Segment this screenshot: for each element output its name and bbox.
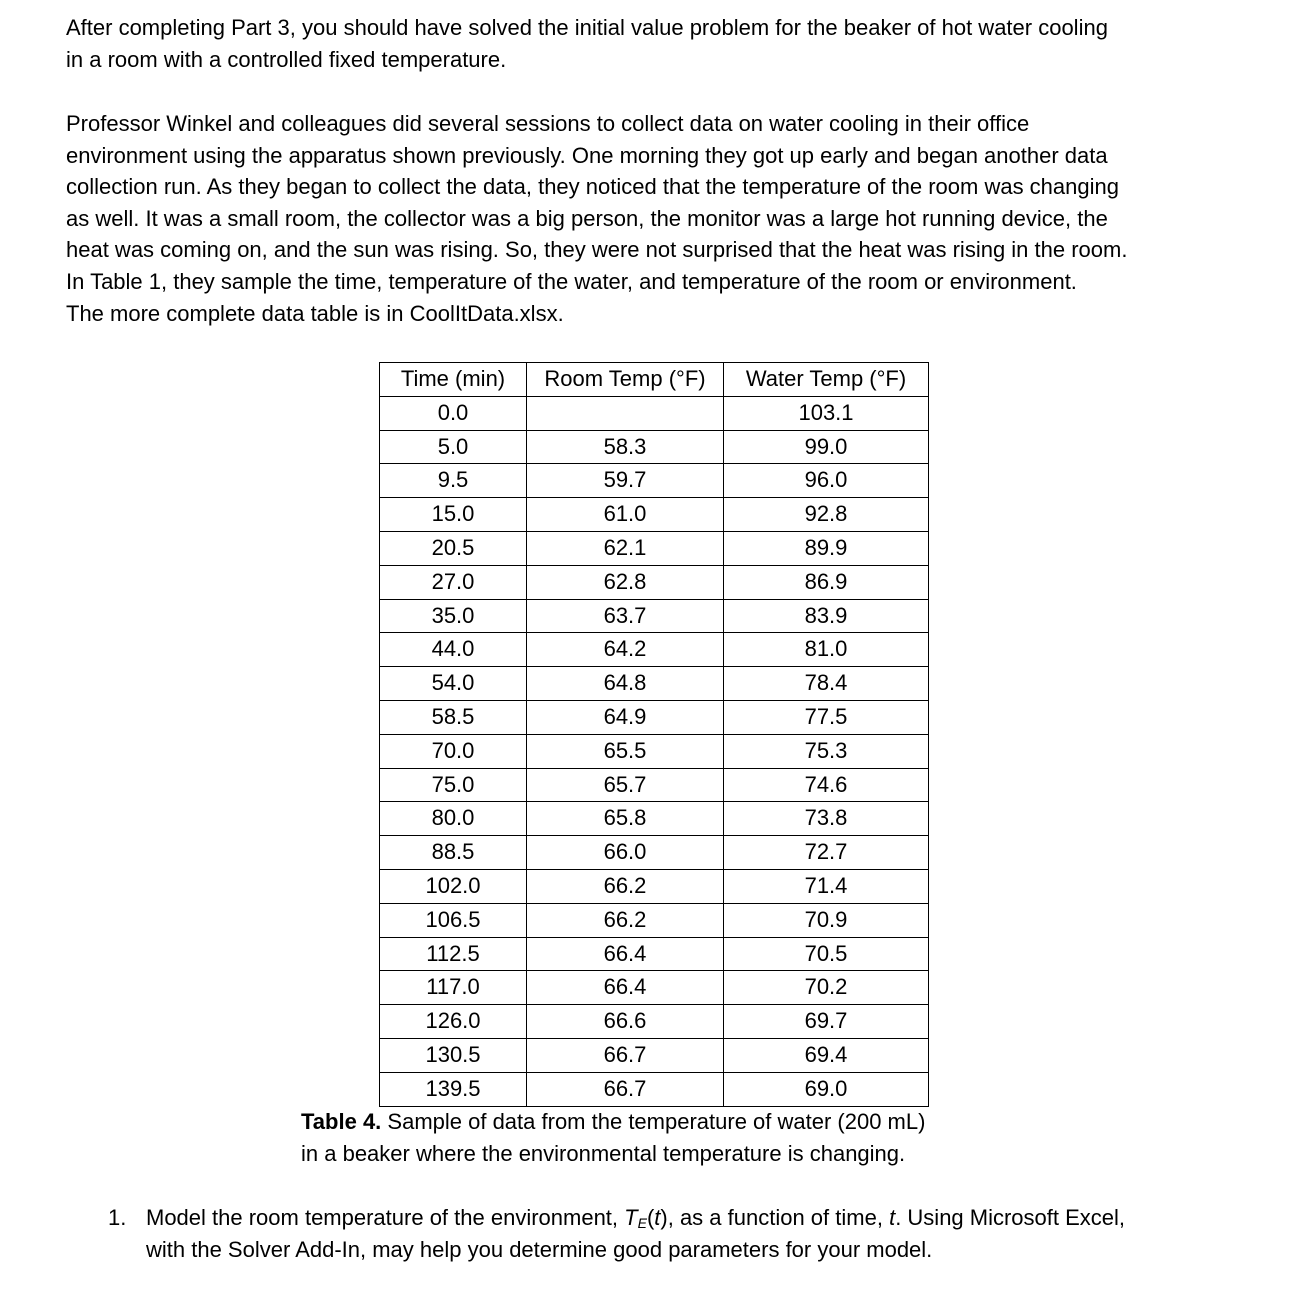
cell-room-temp: 64.8 [527,667,724,701]
table-row [380,396,929,430]
header-time: Time (min) [380,363,527,397]
cell-time: 80.0 [380,802,527,836]
cell-time: 9.5 [380,464,527,498]
cell-water-temp: 70.9 [724,903,929,937]
intro-line: in a room with a controlled fixed temperature. [66,46,507,72]
description-line: Professor Winkel and colleagues did several sessions to collect data on water cooling in their office [66,111,1030,136]
cell-room-temp: 64.9 [527,700,724,734]
table-row [380,498,929,532]
table-header-row [380,363,929,397]
question-line-2: with the Solver Add-In, may help you determine good parameters for your model. [146,1236,933,1262]
table-row [380,430,929,464]
table-row [380,667,929,701]
table-caption [301,1106,925,1169]
cell-water-temp: 96.0 [724,464,929,498]
cell-water-temp: 103.1 [724,396,929,430]
cell-time: 54.0 [380,667,527,701]
table-row [380,700,929,734]
cell-water-temp: 83.9 [724,599,929,633]
description-line: The more complete data table is in CoolItData.xlsx. [66,300,564,326]
table-row [380,565,929,599]
cell-time: 126.0 [380,1005,527,1039]
cell-time: 75.0 [380,768,527,802]
caption-text-1: Sample of data from the temperature of water (200 mL) [381,1109,926,1134]
cell-room-temp: 66.4 [527,937,724,971]
cell-water-temp: 81.0 [724,633,929,667]
cell-time: 130.5 [380,1038,527,1072]
cell-time: 15.0 [380,498,527,532]
cell-time: 5.0 [380,430,527,464]
cell-water-temp: 92.8 [724,498,929,532]
header-room-temp: Room Temp (°F) [527,363,724,397]
cell-room-temp: 58.3 [527,430,724,464]
cell-room-temp: 62.8 [527,565,724,599]
cell-time: 112.5 [380,937,527,971]
intro-paragraph [66,12,1266,75]
question-line-1: Model the room temperature of the environment, $T_E(t)$, as a function of time, t. Using Microsoft Excel, [146,1205,1126,1231]
caption-label: Table 4. [301,1109,382,1134]
cell-time: 20.5 [380,531,527,565]
cell-room-temp: 64.2 [527,633,724,667]
table-row [380,768,929,802]
table-row [380,903,929,937]
table-row [380,836,929,870]
description-line: as well. It was a small room, the collector was a big person, the monitor was a large hot running device, the [66,205,1108,231]
table-row [380,1072,929,1106]
table-row [380,802,929,836]
cell-room-temp: 59.7 [527,464,724,498]
cell-room-temp: 65.5 [527,734,724,768]
intro-line: After completing Part 3, you should have solved the initial value problem for the beaker of hot water cooling [66,15,1108,40]
table-row [380,1005,929,1039]
table-row [380,937,929,971]
cell-time: 139.5 [380,1072,527,1106]
cell-room-temp: 65.7 [527,768,724,802]
cell-room-temp: 66.0 [527,836,724,870]
cell-water-temp: 73.8 [724,802,929,836]
cell-time: 58.5 [380,700,527,734]
cell-time: 27.0 [380,565,527,599]
table-row [380,633,929,667]
cell-room-temp: 66.6 [527,1005,724,1039]
cell-room-temp: 66.4 [527,971,724,1005]
cell-water-temp: 75.3 [724,734,929,768]
cell-time: 35.0 [380,599,527,633]
cell-room-temp: 61.0 [527,498,724,532]
caption-line-1 [301,1106,925,1138]
cell-water-temp: 70.2 [724,971,929,1005]
table-row [380,734,929,768]
cell-room-temp: 63.7 [527,599,724,633]
description-line: In Table 1, they sample the time, temperature of the water, and temperature of the room or environment. [66,268,1077,294]
cell-water-temp: 74.6 [724,768,929,802]
table-row [380,869,929,903]
table-row [380,599,929,633]
cell-room-temp [527,396,724,430]
cell-room-temp: 62.1 [527,531,724,565]
description-line: collection run. As they began to collect the data, they noticed that the temperature of the room was changing [66,174,1119,200]
header-water-temp: Water Temp (°F) [724,363,929,397]
cell-water-temp: 77.5 [724,700,929,734]
table-body [380,396,929,1106]
question-text [146,1202,1125,1265]
cell-water-temp: 69.4 [724,1038,929,1072]
cell-room-temp: 66.2 [527,869,724,903]
description-line: environment using the apparatus shown previously. One morning they got up early and began another data [66,142,1108,168]
cell-water-temp: 86.9 [724,565,929,599]
cell-time: 106.5 [380,903,527,937]
cell-time: 88.5 [380,836,527,870]
cell-time: 44.0 [380,633,527,667]
cell-time: 102.0 [380,869,527,903]
cell-room-temp: 65.8 [527,802,724,836]
description-paragraph [66,108,1266,329]
table-row [380,531,929,565]
caption-line-2: in a beaker where the environmental temperature is changing. [301,1140,906,1166]
cell-time: 117.0 [380,971,527,1005]
cell-room-temp: 66.2 [527,903,724,937]
cell-water-temp: 69.7 [724,1005,929,1039]
table-row [380,1038,929,1072]
cell-room-temp: 66.7 [527,1038,724,1072]
table-row [380,464,929,498]
cell-time: 70.0 [380,734,527,768]
cell-room-temp: 66.7 [527,1072,724,1106]
cell-water-temp: 71.4 [724,869,929,903]
table-row [380,971,929,1005]
cell-water-temp: 72.7 [724,836,929,870]
cell-water-temp: 70.5 [724,937,929,971]
cell-water-temp: 69.0 [724,1072,929,1106]
temperature-data-table [379,362,929,1107]
cell-water-temp: 89.9 [724,531,929,565]
cell-time: 0.0 [380,396,527,430]
description-line: heat was coming on, and the sun was rising. So, they were not surprised that the heat was rising in the room. [66,237,1128,263]
cell-water-temp: 99.0 [724,430,929,464]
question-number: 1. [108,1205,127,1230]
cell-water-temp: 78.4 [724,667,929,701]
